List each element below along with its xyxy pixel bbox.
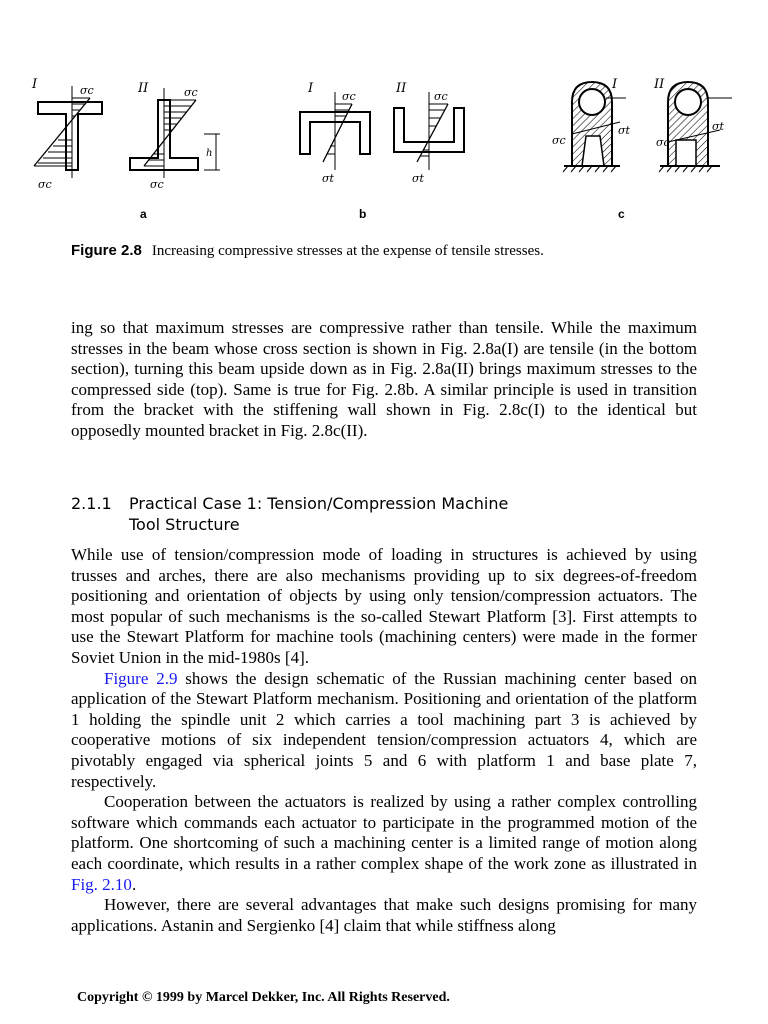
panel-label-a: a [140, 207, 147, 221]
section-paragraph-1: While use of tension/compression mode of loading in structures is achieved by using trusses and arches, there are also mechanisms providing up to six degrees-of-freedom positioning and orientation of objects by using only tension/compression actuators. The most popular of such mechanisms is the so-called Stewart Platform [3]. First attempts to use the Stewart Platform for machine tools (machining centers) were made in the former Soviet Union in the mid-1980s [4]. [71, 545, 697, 667]
compressive-stress-symbol: σc [80, 84, 94, 97]
section-body [71, 545, 697, 936]
variant-label: I [612, 77, 618, 92]
section-paragraph-4: However, there are several advantages that make such designs promising for many applications. Astanin and Sergienko [4] claim that while stiffness along [71, 895, 697, 935]
variant-label: II [138, 81, 149, 96]
section-paragraph-3-tail: . [131, 874, 137, 894]
figure-caption-text: Increasing compressive stresses at the expense of tensile stresses. [151, 243, 544, 259]
section-title-line2: Tool Structure [129, 515, 240, 534]
panel-c-variant-1 [552, 77, 631, 172]
figure-caption [71, 242, 711, 260]
figure-number: Figure 2.8 [71, 242, 142, 259]
section-number: 2.1.1 [71, 494, 112, 513]
panel-label-c: c [618, 207, 625, 221]
variant-label: II [396, 81, 407, 96]
variant-label: II [654, 77, 665, 92]
compressive-stress-symbol: σc [552, 134, 566, 147]
variant-label: I [32, 77, 38, 92]
tensile-stress-symbol: σt [412, 172, 424, 185]
compressive-stress-symbol: σc [434, 90, 448, 103]
section-title-line1: Practical Case 1: Tension/Compression Machine [129, 494, 509, 513]
section-paragraph-3 [71, 792, 697, 895]
panel-b-variant-2 [394, 81, 464, 185]
copyright-footer: Copyright © 1999 by Marcel Dekker, Inc. All Rights Reserved. [77, 990, 450, 1005]
compressive-stress-symbol: σc [656, 136, 670, 149]
tensile-stress-symbol: σt [322, 172, 334, 185]
tensile-stress-symbol: σt [712, 120, 724, 133]
compressive-stress-symbol: σc [184, 86, 198, 99]
panel-a-variant-2 [130, 81, 220, 191]
compressive-stress-symbol: σc [150, 178, 164, 191]
section-paragraph-2-text: shows the design schematic of the Russian machining center based on application of the Stewart Platform mechanism. Positioning and orientation of the platform 1 holding the spindle unit 2 which carries a tool machining part 3 is achieved by cooperative motions of six independent tension/compression actuators 4, which are pivotably engaged via spherical joints 5 and 6 with platform 1 and base plate 7, respectively. [71, 668, 697, 791]
height-symbol: h [206, 148, 213, 159]
panel-b-variant-1 [300, 81, 370, 185]
section-heading [71, 493, 697, 535]
variant-label: I [308, 81, 314, 96]
section-paragraph-3-text: Cooperation between the actuators is realized by using a rather complex controlling software which commands each actuator to participate in the programmed motion of the platform. One shortcoming of such a machining center is a limited range of motion along each coordinate, which results in a rather complex shape of the work zone as illustrated in [71, 792, 697, 873]
figure-2-9-link[interactable]: Figure 2.9 [104, 668, 178, 688]
figure-2-10-link[interactable]: Fig. 2.10 [71, 874, 132, 894]
section-paragraph-2 [71, 669, 697, 793]
continued-paragraph [71, 318, 697, 442]
paragraph-text: ing so that maximum stresses are compressive rather than tensile. While the maximum stresses in the beam whose cross section is shown in Fig. 2.8a(I) are tensile (in the bottom section), turning this beam upside down as in Fig. 2.8a(II) brings maximum stresses to the compressed side (top). Same is true for Fig. 2.8b. A similar principle is used in transition from the bracket with the stiffening wall shown in Fig. 2.8c(I) to the identical but opposedly mounted bracket in Fig. 2.8c(II). [71, 318, 697, 440]
figure-2-8-drawing [20, 70, 750, 230]
panel-label-b: b [359, 207, 367, 221]
panel-a-variant-1 [31, 77, 102, 191]
tensile-stress-symbol: σt [618, 124, 630, 137]
panel-c-variant-2 [653, 77, 732, 172]
compressive-stress-symbol: σc [342, 90, 356, 103]
compressive-stress-symbol: σc [38, 178, 52, 191]
